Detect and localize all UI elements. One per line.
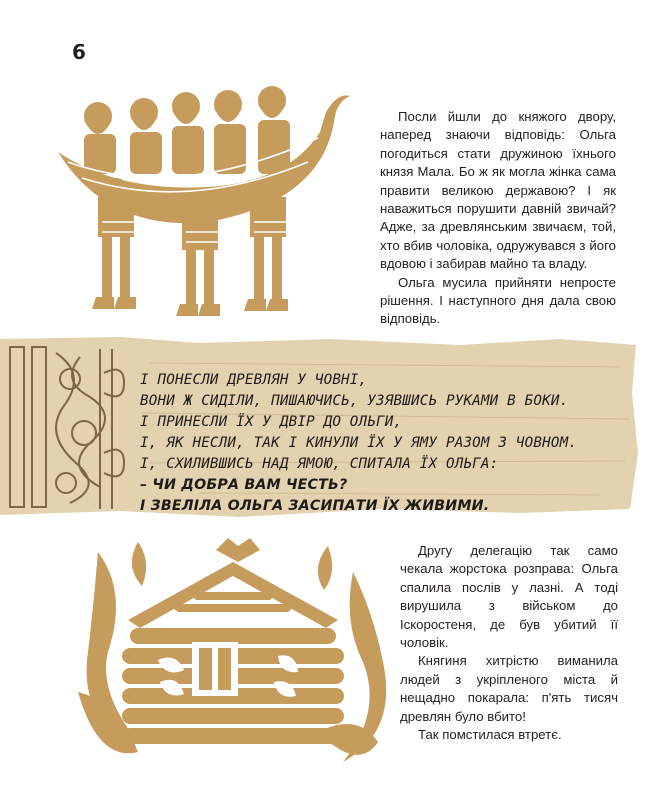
burning-log-house-illustration <box>78 532 388 782</box>
chronicle-line: І ПОНЕСЛИ ДРЕВЛЯН У ЧОВНІ, <box>140 372 368 388</box>
boat-carrying-envoys-illustration <box>58 82 358 327</box>
story-paragraph: Так помстилася втретє. <box>418 727 562 743</box>
chronicle-line: – ЧИ ДОБРА ВАМ ЧЕСТЬ? <box>140 477 348 493</box>
chronicle-line: І, СХИЛИВШИСЬ НАД ЯМОЮ, СПИТАЛА ЇХ ОЛЬГА: <box>140 456 499 472</box>
story-paragraph: Другу делегацію так само чекала жорстока розправа: Ольга спалила послів у лазні. А тоді вирушила з військом до Іскоростеня, де був убитий її чоловік. <box>400 543 618 651</box>
chronicle-line: І ЗВЕЛІЛА ОЛЬГА ЗАСИПАТИ ЇХ ЖИВИМИ. <box>140 498 490 514</box>
chronicle-line: І, ЯК НЕСЛИ, ТАК І КИНУЛИ ЇХ У ЯМУ РАЗОМ З ЧОВНОМ. <box>140 435 578 451</box>
page-number: 6 <box>72 40 86 64</box>
chronicle-line: І ПРИНЕСЛИ ЇХ У ДВІР ДО ОЛЬГИ, <box>140 414 403 430</box>
story-paragraph: Ольга мусила прийняти непросте рішення. І наступного дня дала свою відповідь. <box>380 274 616 327</box>
story-top <box>380 108 616 329</box>
story-bottom <box>400 542 618 744</box>
chronicle-quote <box>140 370 630 517</box>
story-paragraph: Княгиня хитрістю виманила людей з укріпленого міста й нещадно покарала: п'ять тисяч древлян було вбито! <box>400 653 618 724</box>
chronicle-line: ВОНИ Ж СИДІЛИ, ПИШАЮЧИСЬ, УЗЯВШИСЬ РУКАМИ В БОКИ. <box>140 393 569 409</box>
story-paragraph: Посли йшли до княжого двору, наперед знаючи відповідь: Ольга погодиться стати дружиною їхнього князя Мала. Бо ж як могла жінка сама правити великою державою? І як наважиться порушити давній звичай? Адже, за древлянським звичаєм, той, хто вбив чоловіка, одружувався з його вдовою і забирав майно та владу. <box>380 109 616 272</box>
